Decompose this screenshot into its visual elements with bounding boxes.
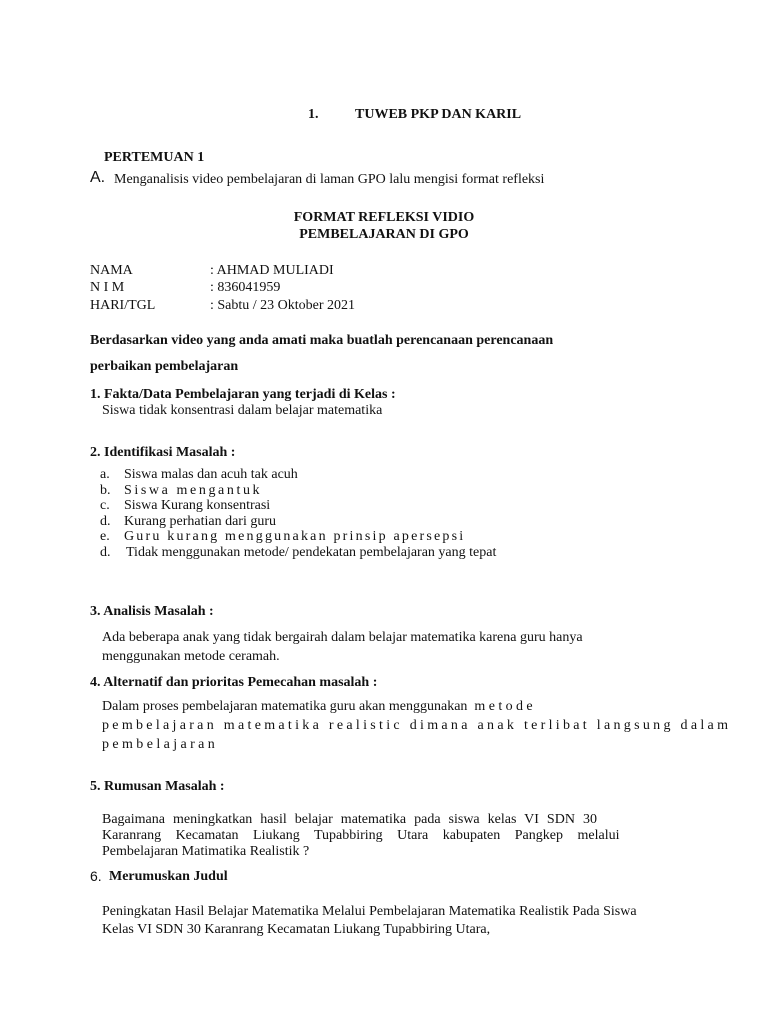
section3-line2: menggunakan metode ceramah. — [102, 649, 280, 664]
section6-number: 6. — [90, 868, 102, 884]
form-title-line1: FORMAT REFLEKSI VIDIO — [293, 210, 475, 225]
section3-line1: Ada beberapa anak yang tidak bergairah dalam belajar matematika karena guru hanya — [102, 630, 583, 645]
identity-nim-label: N I M — [90, 280, 125, 295]
section5-line1: Bagaimana meningkatkan hasil belajar matematika pada siswa kelas VI SDN 30 — [102, 812, 597, 827]
form-title-line2: PEMBELAJARAN DI GPO — [299, 227, 469, 242]
section1-body: Siswa tidak konsentrasi dalam belajar matematika — [102, 403, 383, 418]
session-label: PERTEMUAN 1 — [104, 150, 205, 165]
section5-line3: Pembelajaran Matimatika Realistik ? — [102, 844, 310, 859]
section6-line1: Peningkatan Hasil Belajar Matematika Melalui Pembelajaran Matematika Realistik Pada Siswa — [102, 904, 637, 919]
section4-line1: Dalam proses pembelajaran matematika guru akan menggunakan metode — [102, 699, 537, 714]
task-text: Menganalisis video pembelajaran di laman GPO lalu mengisi format refleksi — [114, 172, 545, 187]
section4-heading: 4. Alternatif dan prioritas Pemecahan masalah : — [90, 675, 378, 690]
section1-heading: 1. Fakta/Data Pembelajaran yang terjadi di Kelas : — [90, 387, 396, 402]
instruction-line2: perbaikan pembelajaran — [90, 359, 239, 374]
section6-line2: Kelas VI SDN 30 Karanrang Kecamatan Liukang Tupabbiring Utara, — [102, 922, 491, 937]
identity-date-label: HARI/TGL — [90, 298, 156, 313]
section4-line2: pembelajaran matematika realistic dimana anak terlibat langsung dalam — [102, 718, 732, 733]
section5-heading: 5. Rumusan Masalah : — [90, 779, 225, 794]
identity-date-value: : Sabtu / 23 Oktober 2021 — [210, 298, 356, 313]
identity-nim-value: : 836041959 — [210, 280, 281, 295]
section2-heading: 2. Identifikasi Masalah : — [90, 445, 236, 460]
section6-heading: Merumuskan Judul — [109, 869, 228, 884]
section4-line3: pembelajaran — [102, 737, 219, 752]
heading-number: 1. — [308, 107, 319, 122]
section5-line2: Karanrang Kecamatan Liukang Tupabbiring Utara kabupaten Pangkep melalui — [102, 828, 620, 843]
identity-name-label: NAMA — [90, 263, 133, 278]
document-page: 1. TUWEB PKP DAN KARIL PERTEMUAN 1 A. Menganalisis video pembelajaran di laman GPO lalu mengisi format refleksi FORMAT REFLEKSI VIDIO PEMBELAJARAN DI GPO NAMA : AHMAD MULIADI N I M : 836041959 HARI/TGL : Sabtu / 23 Oktober 2021 Berdasarkan video yang anda amati maka buatlah perencanaan perencanaan perbaikan pembelajaran 1. Fakta/Data Pembelajaran yang terjadi di Kelas : Siswa tidak konsentrasi dalam belajar matematika 2. Identifikasi Masalah : a. Siswa malas dan acuh tak acuh b. Siswa mengantuk c. Siswa Kurang konsentrasi d. Kurang perhatian dari guru e. Guru kurang menggunakan prinsip apersepsi d. Tidak menggunakan metode/ pendekatan pembelajaran yang tepat 3. Analisis Masalah : Ada beberapa anak yang tidak bergairah dalam belajar matematika karena guru hanya menggunakan metode ceramah. 4. Alternatif dan prioritas Pemecahan masalah : Dalam proses pembelajaran matematika guru akan menggunakan metode pembelajaran matematika realistic dimana anak terlibat langsung dalam pembelajaran 5. Rumusan Masalah : Bagaimana meningkatkan hasil belajar matematika pada siswa kelas VI SDN 30 Karanrang Kecamatan Liukang Tupabbiring Utara kabupaten Pangkep melalui Pembelajaran Matimatika Realistik ? 6. Merumuskan Judul Peningkatan Hasil Belajar Matematika Melalui Pembelajaran Matematika Realistik Pada Siswa Kelas VI SDN 30 Karanrang Kecamatan Liukang Tupabbiring Utara, — [0, 0, 768, 1024]
section3-heading: 3. Analisis Masalah : — [90, 604, 214, 619]
identity-name-value: : AHMAD MULIADI — [210, 263, 334, 278]
instruction-line1: Berdasarkan video yang anda amati maka buatlah perencanaan perencanaan — [90, 333, 554, 348]
task-marker: A. — [90, 169, 106, 186]
heading-title: TUWEB PKP DAN KARIL — [355, 107, 522, 122]
